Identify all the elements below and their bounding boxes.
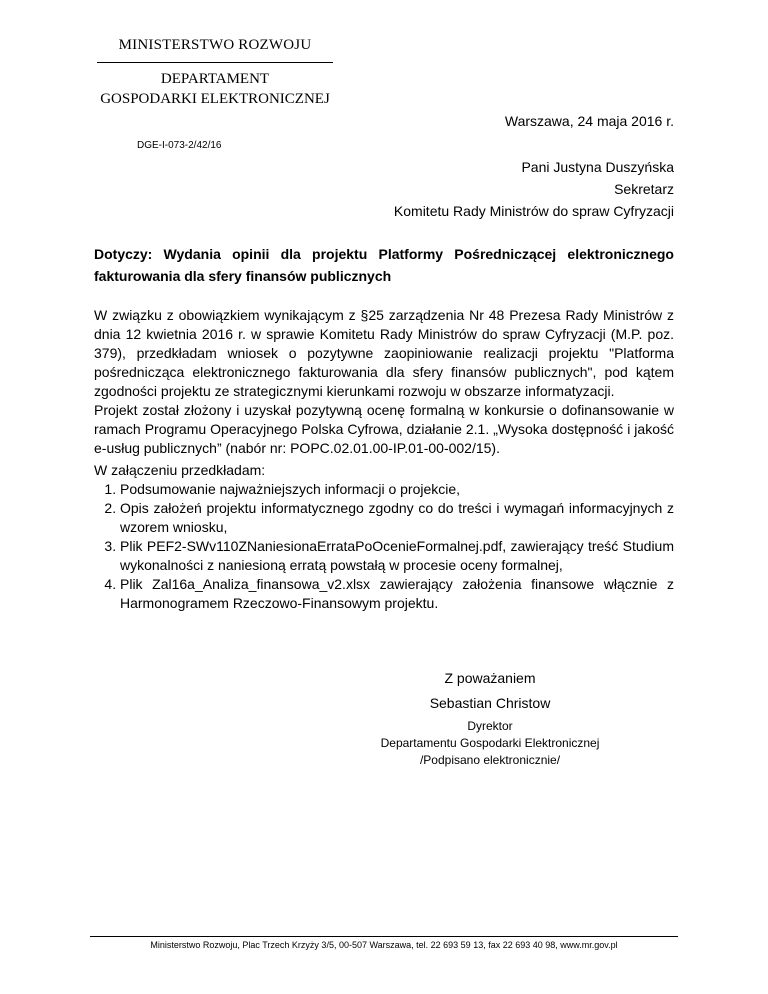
letterhead-divider — [97, 62, 333, 63]
body-paragraph-2: Projekt został złożony i uzyskał pozytywną ocenę formalną w konkursie o dofinansowanie w ramach Programu Operacyjnego Polska Cyfrowa, działanie 2.1. „Wysoka dostępność i jakość e-usług publicznych” (nabór nr: POPC.02.01.00-IP.01-00-002/15). — [94, 402, 674, 456]
attachment-item: 1. Podsumowanie najważniejszych informacji o projekcie, — [120, 480, 674, 499]
department-line-2: GOSPODARKI ELEKTRONICZNEJ — [100, 91, 330, 107]
attachments-block — [94, 461, 674, 613]
attachment-item: 2. Opis założeń projektu informatycznego zgodny co do treści i wymagań informacyjnych z wzorem wniosku, — [120, 499, 674, 537]
footer-divider — [90, 936, 678, 937]
attachment-item: 4. Plik Zal16a_Analiza_finansowa_v2.xlsx zawierający założenia finansowe włącznie z Harmonogramem Rzeczowo-Finansowym projektu. — [120, 575, 674, 613]
subject-block — [94, 243, 674, 287]
signatory-department: Departamentu Gospodarki Elektronicznej — [380, 736, 600, 750]
addressee-name: Pani Justyna Duszyńska — [521, 159, 674, 175]
addressee-block — [394, 156, 674, 222]
attachment-item: 3. Plik PEF2-SWv110ZNaniesionaErrataPoOcenieFormalnej.pdf, zawierający treść Studium wykonalności z naniesioną erratą powstałą w procesie oceny formalnej, — [120, 537, 674, 575]
signature-note: /Podpisano elektronicznie/ — [419, 753, 561, 767]
letterhead — [90, 36, 340, 109]
signatory-role: Dyrektor — [467, 719, 513, 733]
attachments-intro: W załączeniu przedkładam: — [94, 462, 266, 478]
subject-line-2: fakturowania dla sfery finansów publicznych — [94, 268, 392, 284]
footer-text: Ministerstwo Rozwoju, Plac Trzech Krzyży 3/5, 00-507 Warszawa, tel. 22 693 59 13, fax 22 693 40 98, www.mr.gov.pl — [150, 940, 618, 950]
reference-number: DGE-I-073-2/42/16 — [137, 140, 222, 151]
attachments-list — [94, 480, 674, 613]
ministry-name: MINISTERSTWO ROZWOJU — [118, 37, 312, 53]
signature-greeting: Z poważaniem — [444, 670, 536, 686]
signatory-position — [360, 718, 620, 769]
addressee-organization: Komitetu Rady Ministrów do spraw Cyfryzacji — [393, 203, 674, 219]
subject-line-1: Dotyczy: Wydania opinii dla projektu Platformy Pośredniczącej elektronicznego — [94, 246, 674, 262]
city-date: Warszawa, 24 maja 2016 r. — [504, 113, 674, 129]
body-paragraph-1: W związku z obowiązkiem wynikającym z §25 zarządzenia Nr 48 Prezesa Rady Ministrów z dnia 12 kwietnia 2016 r. w sprawie Komitetu Rady Ministrów do spraw Cyfryzacji (M.P. poz. 379), przedkładam wniosek o pozytywne zaopiniowanie realizacji projektu "Platforma pośrednicząca elektronicznego fakturowania dla sfery finansów publicznych", pod kątem zgodności projektu ze strategicznymi kierunkami rozwoju w obszarze informatyzacji. — [94, 307, 674, 399]
letter-body — [94, 306, 674, 458]
signatory-name: Sebastian Christow — [429, 695, 551, 711]
department-line-1: DEPARTAMENT — [160, 71, 270, 87]
addressee-title: Sekretarz — [614, 181, 674, 197]
signature-block — [360, 667, 620, 769]
